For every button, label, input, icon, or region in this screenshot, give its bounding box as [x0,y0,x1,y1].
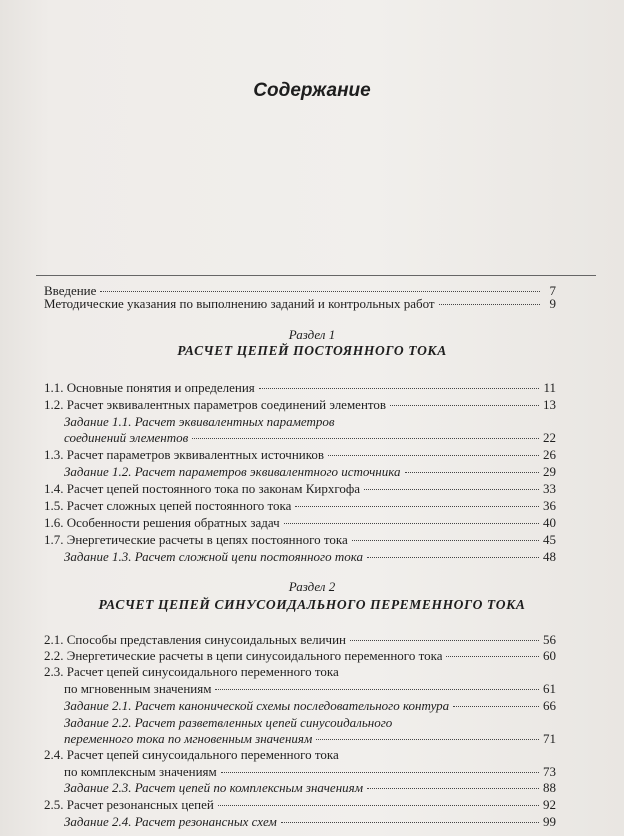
toc-page-number: 13 [543,397,556,412]
toc-page-number: 73 [543,764,556,779]
dot-leader [100,290,540,292]
section-1-number: Раздел 1 [288,327,336,342]
toc-entry[interactable] [44,380,556,398]
toc-entry-task[interactable] [64,464,556,482]
toc-entry-text-line1: 2.4. Расчет цепей синусоидального переменного тока [44,747,339,762]
toc-entry-text: 2.1. Способы представления синусоидальных величин [44,632,346,647]
toc-page-number: 60 [543,648,556,663]
toc-entry-text: 1.3. Расчет параметров эквивалентных источников [44,447,325,462]
toc-entry-text-line1: Задание 1.1. Расчет эквивалентных параметров [64,414,335,429]
toc-page-number: 88 [543,780,556,795]
dot-leader [284,522,539,524]
dot-leader [405,471,539,473]
toc-entry-text: 1.6. Особенности решения обратных задач [44,515,280,530]
toc-entry[interactable] [44,515,556,533]
toc-entry-task[interactable] [64,814,556,832]
toc-entry-task[interactable] [64,430,556,448]
toc-entry[interactable] [64,681,556,699]
toc-entry-text: 2.2. Энергетические расчеты в цепи синусоидального переменного тока [44,648,443,663]
toc-page-number: 66 [543,698,556,713]
toc-page-number: 26 [543,447,556,462]
toc-page-number: 61 [543,681,556,696]
toc-entry[interactable] [44,498,556,516]
dot-leader [192,437,539,439]
toc-page-number: 7 [549,283,556,298]
toc-entry-text: 1.2. Расчет эквивалентных параметров соединений элементов [44,397,387,412]
dot-leader [350,639,539,641]
section-2-title: РАСЧЕТ ЦЕПЕЙ СИНУСОИДАЛЬНОГО ПЕРЕМЕННОГО ТОКА [98,597,526,612]
toc-entry-text: 2.5. Расчет резонансных цепей [44,797,214,812]
toc-entry-text: Задание 2.3. Расчет цепей по комплексным значениям [64,780,363,795]
toc-entry[interactable] [44,481,556,499]
dot-leader [367,556,539,558]
dot-leader [352,539,539,541]
dot-leader [390,404,539,406]
toc-entry-text: переменного тока по мгновенным значениям [64,731,313,746]
dot-leader [215,688,539,690]
toc-page-number: 36 [543,498,556,513]
dot-leader [328,454,539,456]
toc-page-number: 40 [543,515,556,530]
toc-entry-text: 1.1. Основные понятия и определения [44,380,255,395]
toc-entry-text-line1: Задание 2.2. Расчет разветвленных цепей синусоидального [64,715,393,730]
toc-entry-text: по комплексным значениям [64,764,217,779]
toc-page-number: 29 [543,464,556,479]
toc-page-number: 71 [543,731,556,746]
toc-entry-text: Задание 1.2. Расчет параметров эквивалентного источника [64,464,401,479]
toc-page-number: 48 [543,549,556,564]
toc-entry-text: 1.4. Расчет цепей постоянного тока по законам Кирхгофа [44,481,361,496]
toc-page-number: 33 [543,481,556,496]
toc-page-number: 56 [543,632,556,647]
dot-leader [439,303,540,305]
dot-leader [295,505,539,507]
toc-page-number: 45 [543,532,556,547]
toc-page-number: 99 [543,814,556,829]
toc-page-number: 92 [543,797,556,812]
toc-entry-text: Методические указания по выполнению заданий и контрольных работ [44,296,435,311]
toc-entry-text: по мгновенным значениям [64,681,212,696]
toc-entry[interactable] [44,397,556,415]
dot-leader [316,738,539,740]
dot-leader [453,705,539,707]
dot-leader [259,387,540,389]
toc-entry[interactable] [44,447,556,465]
toc-entry-task[interactable] [64,549,556,567]
toc-entry[interactable] [44,797,556,815]
section-1-title: РАСЧЕТ ЦЕПЕЙ ПОСТОЯННОГО ТОКА [177,343,447,358]
toc-entry-text-line1: 2.3. Расчет цепей синусоидального переменного тока [44,664,339,679]
dot-leader [281,821,539,823]
section-2-number: Раздел 2 [288,579,336,594]
toc-entry-text: соединений элементов [64,430,189,445]
toc-entry-text: 1.7. Энергетические расчеты в цепях постоянного тока [44,532,348,547]
toc-entry-text: 1.5. Расчет сложных цепей постоянного тока [44,498,292,513]
toc-page-number: 9 [549,296,556,311]
toc-page-number: 22 [543,430,556,445]
toc-page-number: 11 [543,380,556,395]
toc-entry-text: Задание 2.1. Расчет канонической схемы последовательного контура [64,698,450,713]
page-title: Содержание [253,80,371,101]
divider [36,275,596,276]
dot-leader [446,655,539,657]
toc-entry-task[interactable] [64,780,556,798]
toc-entry[interactable] [44,532,556,550]
dot-leader [218,804,539,806]
toc-entry-guidelines[interactable] [44,296,556,314]
dot-leader [367,787,539,789]
toc-entry-text: Задание 1.3. Расчет сложной цепи постоянного тока [64,549,364,564]
toc-entry-text: Введение [44,283,97,298]
toc-entry-text: Задание 2.4. Расчет резонансных схем [64,814,277,829]
dot-leader [221,771,539,773]
dot-leader [364,488,539,490]
toc-entry-task[interactable] [64,698,556,716]
